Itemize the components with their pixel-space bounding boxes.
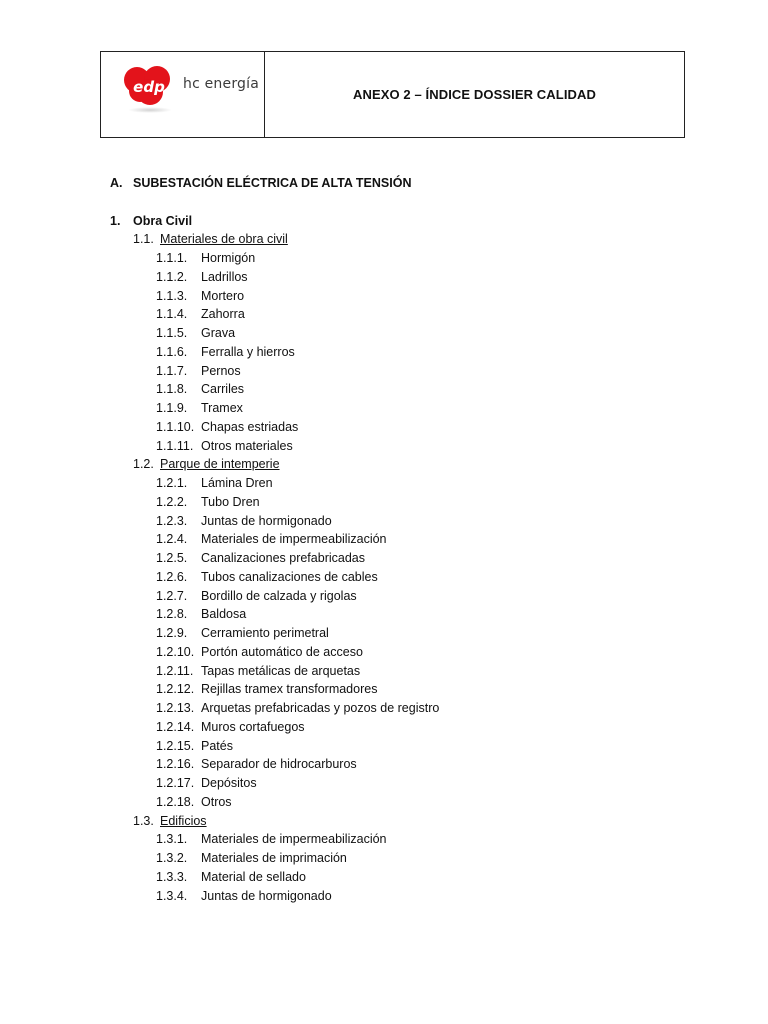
subsection-heading [110,812,710,831]
toc-item [110,512,710,531]
toc-item-number: 1.1.2. [156,269,188,284]
toc-item [110,793,710,812]
section-number: A. [110,176,123,190]
toc-item-text: Mortero [201,288,245,303]
toc-item-number: 1.1.6. [156,344,188,359]
toc-item-number: 1.3.1. [156,832,188,847]
toc-item [110,568,710,587]
subsection-number: 1.3. [133,813,154,828]
toc-item-text: Portón automático de acceso [201,644,363,659]
toc-item-number: 1.3.2. [156,851,188,865]
toc-item [110,437,710,456]
subsection-title: Edificios [160,813,207,828]
toc-item-text: Separador de hidrocarburos [201,757,357,772]
toc-item-number: 1.1.5. [156,326,188,340]
toc-item [110,587,710,606]
toc-item-text: Juntas de hormigonado [201,513,332,528]
toc-item-number: 1.1.7. [156,363,188,378]
toc-item [110,887,710,906]
toc-item-number: 1.1.3. [156,288,188,303]
toc-item [110,362,710,381]
toc-item [110,737,710,756]
toc-item-number: 1.1.4. [156,307,188,322]
section-heading [110,174,710,193]
toc-item-number: 1.2.2. [156,494,188,509]
table-of-contents [110,174,710,905]
toc-item-text: Chapas estriadas [201,419,299,434]
toc-item-text: Cerramiento perimetral [201,626,329,640]
toc-item-text: Grava [201,326,236,340]
toc-item-number: 1.2.13. [156,701,195,715]
toc-item-number: 1.1.10. [156,419,195,434]
chapter-heading [110,212,710,231]
logo-text: hc energía [183,76,259,92]
subsection-title: Parque de intemperie [160,457,280,472]
toc-item-text: Rejillas tramex transformadores [201,682,378,697]
toc-item [110,399,710,418]
toc-item [110,774,710,793]
toc-item [110,380,710,399]
toc-item-text: Canalizaciones prefabricadas [201,551,365,565]
toc-item-text: Bordillo de calzada y rigolas [201,588,357,603]
toc-item-number: 1.3.3. [156,869,188,884]
toc-item-number: 1.2.4. [156,532,188,547]
toc-item [110,493,710,512]
subsection-heading [110,230,710,249]
toc-item-number: 1.2.5. [156,551,188,565]
toc-item [110,849,710,868]
toc-item-number: 1.2.18. [156,794,195,809]
subsection-heading [110,455,710,474]
toc-item [110,305,710,324]
toc-item [110,530,710,549]
subsection-number: 1.2. [133,457,154,472]
toc-item [110,418,710,437]
toc-item-text: Carriles [201,382,245,397]
title-cell [265,52,684,137]
toc-item-text: Materiales de impermeabilización [201,532,387,547]
toc-list [110,230,710,905]
toc-item-text: Zahorra [201,307,245,322]
toc-item-text: Juntas de hormigonado [201,888,332,903]
toc-item [110,718,710,737]
toc-item-text: Otros materiales [201,438,293,453]
toc-item [110,605,710,624]
toc-item-text: Tapas metálicas de arquetas [201,663,361,678]
toc-item-number: 1.2.7. [156,588,188,603]
toc-item [110,249,710,268]
chapter-title: Obra Civil [133,213,193,228]
toc-item [110,474,710,493]
toc-item-text: Muros cortafuegos [201,719,305,734]
toc-item [110,549,710,568]
toc-item-text: Material de sellado [201,869,306,884]
toc-item-number: 1.3.4. [156,888,188,903]
edp-logo-icon [124,66,176,106]
toc-item-text: Tubo Dren [201,494,260,509]
toc-item [110,680,710,699]
toc-item-text: Hormigón [201,251,256,265]
toc-item [110,268,710,287]
toc-item [110,643,710,662]
toc-item [110,755,710,774]
toc-item-number: 1.1.1. [156,251,188,265]
toc-item-number: 1.2.6. [156,569,188,584]
toc-item-number: 1.2.16. [156,757,195,772]
toc-item-number: 1.2.8. [156,607,188,622]
logo-mark-text: edp [133,78,165,96]
logo-shadow [128,107,172,113]
document-title: ANEXO 2 – ÍNDICE DOSSIER CALIDAD [352,87,596,102]
toc-item-text: Ladrillos [201,269,248,284]
toc-item-number: 1.2.12. [156,682,195,697]
toc-item-text: Pernos [201,363,241,378]
toc-item-text: Arquetas prefabricadas y pozos de registro [201,701,440,715]
toc-item [110,662,710,681]
subsection-number: 1.1. [133,232,154,247]
toc-item-text: Tubos canalizaciones de cables [201,569,378,584]
toc-item [110,287,710,306]
logo-cell [101,52,265,137]
toc-item [110,624,710,643]
toc-item-number: 1.2.10. [156,644,195,659]
section-title: SUBESTACIÓN ELÉCTRICA DE ALTA TENSIÓN [133,176,412,190]
toc-item-number: 1.1.11. [156,438,194,453]
toc-item-number: 1.2.11. [156,663,194,678]
toc-item-number: 1.2.17. [156,776,195,790]
document-header [100,51,685,138]
toc-item-number: 1.1.9. [156,401,188,415]
toc-item-number: 1.1.8. [156,382,188,397]
toc-item-text: Otros [201,794,232,809]
toc-item [110,830,710,849]
toc-item [110,324,710,343]
toc-item [110,868,710,887]
toc-item-text: Patés [201,738,233,753]
toc-item-text: Lámina Dren [201,476,273,490]
toc-item-text: Materiales de imprimación [201,851,347,865]
chapter-number: 1. [110,213,121,228]
toc-item-number: 1.2.1. [156,476,188,490]
toc-item-number: 1.2.15. [156,738,195,753]
toc-item [110,699,710,718]
toc-item-text: Ferralla y hierros [201,344,295,359]
toc-item-text: Depósitos [201,776,257,790]
toc-item-number: 1.2.9. [156,626,188,640]
toc-item-number: 1.2.3. [156,513,188,528]
toc-item-number: 1.2.14. [156,719,195,734]
toc-item-text: Baldosa [201,607,247,622]
toc-item [110,343,710,362]
subsection-title: Materiales de obra civil [160,232,288,247]
toc-item-text: Materiales de impermeabilización [201,832,387,847]
toc-item-text: Tramex [201,401,243,415]
